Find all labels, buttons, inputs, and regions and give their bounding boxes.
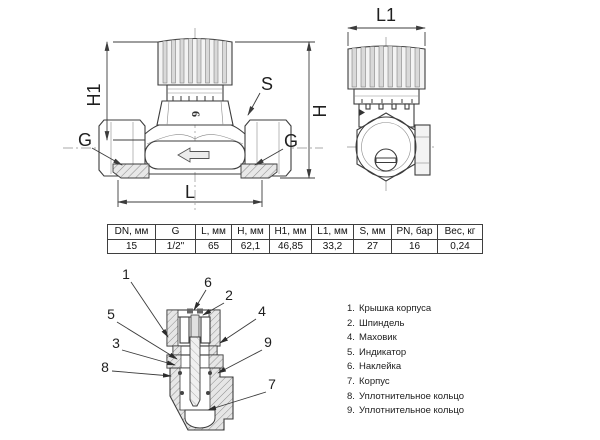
dimension-l <box>118 180 262 207</box>
spec-value-h: 62,1 <box>232 239 270 254</box>
dimension-s <box>248 74 273 115</box>
section-plug <box>185 410 215 428</box>
spec-value-l1: 33,2 <box>312 239 354 254</box>
spec-header-h: H, мм <box>232 225 270 240</box>
callout-7: 7 <box>268 376 276 392</box>
spec-header-wt: Вес, кг <box>438 225 483 240</box>
bonnet <box>157 101 233 125</box>
body-cast-mark: 6 <box>189 111 203 117</box>
dim-label-l1: L1 <box>375 5 397 25</box>
handwheel-side <box>348 46 425 89</box>
spec-header-l: L, мм <box>196 225 232 240</box>
handwheel <box>158 39 232 86</box>
callout-2: 2 <box>225 287 233 303</box>
part-name: Наклейка <box>359 361 402 373</box>
dim-label-h: H <box>310 104 330 118</box>
valve-body <box>99 120 291 178</box>
spec-header-s: S, мм <box>354 225 392 240</box>
dim-label-l: L <box>184 182 196 202</box>
spec-value-s: 27 <box>354 239 392 254</box>
hex-end-view <box>356 113 430 181</box>
part-number: 1. <box>347 303 355 314</box>
part-number: 7. <box>347 375 355 387</box>
spec-header-row <box>108 225 483 240</box>
spec-header-h1: H1, мм <box>270 225 312 240</box>
part-number: 9. <box>347 405 355 417</box>
indicator-band-side <box>354 89 419 104</box>
callout-4: 4 <box>258 303 266 319</box>
cross-section-drawing <box>90 265 305 440</box>
spec-header-l1: L1, мм <box>312 225 354 240</box>
spec-value-wt: 0,24 <box>438 239 483 254</box>
spec-value-pn: 16 <box>392 239 438 254</box>
part-number: 2. <box>347 317 355 329</box>
part-number: 8. <box>347 390 355 402</box>
dim-label-h1: H1 <box>84 83 104 107</box>
part-name: Уплотнительное кольцо <box>359 405 464 417</box>
parts-list-item <box>347 360 464 375</box>
spec-table <box>107 224 483 254</box>
part-name: Шпиндель <box>359 317 405 329</box>
section-stem <box>190 337 200 406</box>
spec-header-g: G <box>156 225 196 240</box>
part-number: 6. <box>347 361 355 373</box>
side-view-drawing <box>335 5 445 200</box>
parts-list-item <box>347 375 464 390</box>
spec-value-l: 65 <box>196 239 232 254</box>
spec-value-dn: 15 <box>108 239 156 254</box>
part-number: 5. <box>347 346 355 358</box>
callout-8: 8 <box>101 359 109 375</box>
part-name: Корпус <box>359 375 390 387</box>
callout-3: 3 <box>112 335 120 351</box>
callout-9: 9 <box>264 334 272 350</box>
sticker <box>187 309 193 314</box>
dim-label-s: S <box>260 74 274 94</box>
parts-list-item <box>347 302 464 317</box>
indicator-scale-band <box>167 85 223 101</box>
part-name: Крышка корпуса <box>359 303 432 314</box>
part-name: Уплотнительное кольцо <box>359 390 464 402</box>
callout-5: 5 <box>107 306 115 322</box>
part-name: Индикатор <box>359 346 407 358</box>
parts-list <box>347 302 464 419</box>
dim-label-g-right: G <box>283 131 299 151</box>
thread-left <box>113 164 149 178</box>
parts-list-item <box>347 317 464 332</box>
callout-6: 6 <box>204 274 212 290</box>
parts-list-item <box>347 390 464 405</box>
spec-header-dn: DN, мм <box>108 225 156 240</box>
parts-list-item <box>347 331 464 346</box>
part-name: Маховик <box>359 332 397 344</box>
spec-value-h1: 46,85 <box>270 239 312 254</box>
spec-header-pn: PN, бар <box>392 225 438 240</box>
spec-value-g: 1/2" <box>156 239 196 254</box>
dim-label-g-left: G <box>77 130 93 150</box>
front-view-drawing <box>25 8 330 213</box>
parts-list-item <box>347 404 464 419</box>
dimension-l1 <box>348 5 425 46</box>
parts-list-item <box>347 346 464 361</box>
callout-1: 1 <box>122 266 130 282</box>
part-number: 4. <box>347 332 355 344</box>
thread-right <box>241 164 277 178</box>
spec-value-row <box>108 239 483 254</box>
drain-slot <box>376 158 396 163</box>
